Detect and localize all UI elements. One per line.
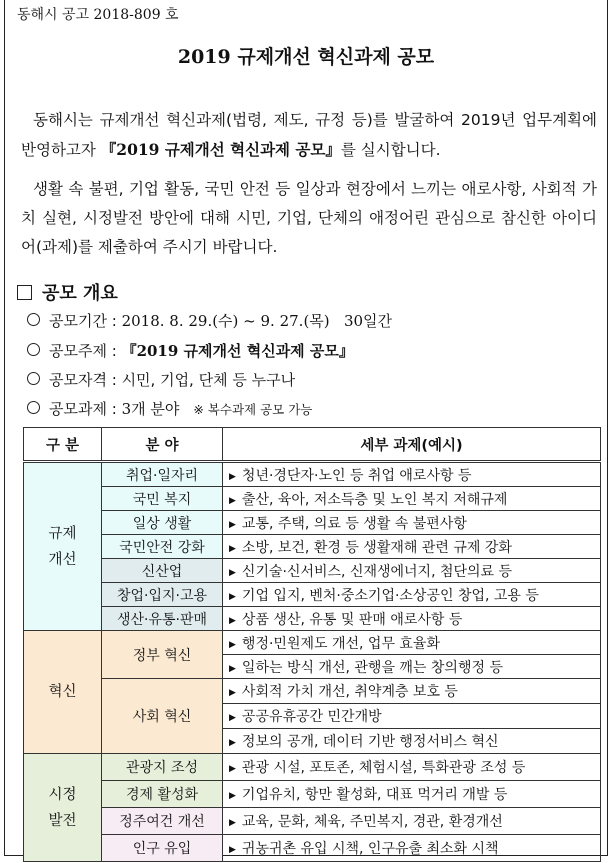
overview-item-eligibility	[27, 369, 295, 390]
detail-cell: ▶ 상품 생산, 유통 및 판매 애로사항 등	[223, 607, 601, 631]
field-cell: 신산업	[102, 559, 223, 583]
table-row	[24, 631, 601, 655]
item-label: 공모자격 :	[49, 371, 122, 389]
item-value: 3개 분야	[121, 400, 180, 418]
field-cell: 정부 혁신	[102, 631, 223, 679]
field-cell: 사회 혁신	[102, 679, 223, 754]
circle-bullet-icon	[27, 401, 40, 414]
section-heading-text: 공모 개요	[42, 283, 118, 304]
category-city-development: 시정 발전	[24, 754, 102, 862]
field-cell: 국민 복지	[102, 487, 223, 511]
triangle-bullet-icon: ▶	[229, 713, 236, 723]
triangle-bullet-icon: ▶	[229, 543, 236, 554]
table-row	[24, 583, 601, 607]
table-row	[24, 808, 601, 835]
item-value: 시민, 기업, 단체 등 누구나	[121, 371, 296, 389]
circle-bullet-icon	[27, 343, 40, 356]
table-row	[24, 559, 601, 583]
triangle-bullet-icon: ▶	[229, 471, 236, 482]
item-note: ※ 복수과제 공모 가능	[193, 402, 313, 417]
table-row	[24, 835, 601, 862]
task-table	[23, 427, 601, 862]
table-header-row	[24, 428, 601, 462]
intro-bold-title: 『2019 규제개선 혁신과제 공모』	[100, 140, 341, 159]
triangle-bullet-icon: ▶	[229, 663, 236, 674]
field-cell: 취업·일자리	[102, 462, 223, 487]
field-cell: 경제 활성화	[102, 781, 223, 808]
intro-text-end: 를 실시합니다.	[340, 141, 441, 159]
field-cell: 생산·유통·판매	[102, 607, 223, 631]
field-cell: 관광지 조성	[102, 754, 223, 781]
title-text: 규제개선 혁신과제 공모	[237, 46, 435, 68]
table-row	[24, 607, 601, 631]
triangle-bullet-icon: ▶	[229, 764, 236, 774]
table-row	[24, 781, 601, 808]
triangle-bullet-icon: ▶	[229, 688, 236, 698]
category-innovation: 혁신	[24, 631, 102, 754]
detail-cell: ▶ 기업유치, 항만 활성화, 대표 먹거리 개발 등	[223, 781, 601, 808]
triangle-bullet-icon: ▶	[229, 591, 236, 602]
triangle-bullet-icon: ▶	[229, 567, 236, 578]
table-row	[24, 679, 601, 704]
detail-cell: ▶ 청년·경단자·노인 등 취업 애로사항 등	[223, 462, 601, 487]
triangle-bullet-icon: ▶	[229, 818, 236, 828]
field-cell: 정주여건 개선	[102, 808, 223, 835]
circle-bullet-icon	[27, 372, 40, 385]
detail-cell: ▶ 일하는 방식 개선, 관행을 깨는 창의행정 등	[223, 655, 601, 679]
table-row	[24, 462, 601, 487]
item-value: 『2019 규제개선 혁신과제 공모』	[121, 342, 354, 360]
detail-cell: ▶ 행정·민원제도 개선, 업무 효율화	[223, 631, 601, 655]
triangle-bullet-icon: ▶	[229, 615, 236, 626]
detail-cell: ▶ 신기술·신서비스, 신재생에너지, 첨단의료 등	[223, 559, 601, 583]
detail-cell: ▶ 정보의 공개, 데이터 기반 행정서비스 혁신	[223, 729, 601, 754]
detail-cell: ▶ 귀농귀촌 유입 시책, 인구유출 최소화 시책	[223, 835, 601, 862]
category-regulation: 규제 개선	[24, 462, 102, 631]
triangle-bullet-icon: ▶	[229, 519, 236, 530]
detail-cell: ▶ 소방, 보건, 환경 등 생활재해 관련 규제 강화	[223, 535, 601, 559]
page-title	[5, 42, 607, 69]
field-cell: 국민안전 강화	[102, 535, 223, 559]
item-label: 공모과제 :	[49, 400, 122, 418]
table-row	[24, 511, 601, 535]
table-row	[24, 487, 601, 511]
item-label: 공모주제 :	[49, 342, 122, 360]
triangle-bullet-icon: ▶	[229, 845, 236, 855]
header-field: 분 야	[102, 428, 223, 462]
section-heading	[17, 279, 118, 305]
item-label: 공모기간 :	[49, 312, 122, 330]
detail-cell: ▶ 관광 시설, 포토존, 체험시설, 특화관광 조성 등	[223, 754, 601, 781]
square-bullet-icon	[17, 285, 32, 300]
triangle-bullet-icon: ▶	[229, 738, 236, 748]
detail-cell: ▶ 공공유휴공간 민간개방	[223, 704, 601, 729]
intro-paragraph-2: 생활 속 불편, 기업 활동, 국민 안전 등 일상과 현장에서 느끼는 애로사항, 사회적 가치 실현, 시정발전 방안에 대해 시민, 기업, 단체의 애정어린 관심으로 참신한 아이디어(과제)를 제출하여 주시기 바랍니다.	[21, 180, 597, 256]
triangle-bullet-icon: ▶	[229, 791, 236, 801]
detail-cell: ▶ 기업 입지, 벤처·중소기업·소상공인 창업, 고용 등	[223, 583, 601, 607]
triangle-bullet-icon: ▶	[229, 495, 236, 506]
intro-text: 동해시는 규제개선 혁신과제(법령, 제도, 규정 등)를 발굴하여 2019년 업무계획에 반영하고자	[21, 111, 597, 159]
table-row	[24, 754, 601, 781]
header-detail: 세부 과제(예시)	[223, 428, 601, 462]
intro-paragraph-1	[21, 106, 597, 165]
circle-bullet-icon	[27, 313, 40, 326]
detail-cell: ▶ 교통, 주택, 의료 등 생활 속 불편사항	[223, 511, 601, 535]
overview-item-tasks	[27, 398, 312, 419]
detail-cell: ▶ 출산, 육아, 저소득층 및 노인 복지 저해규제	[223, 487, 601, 511]
overview-item-period	[27, 310, 392, 331]
detail-cell: ▶ 교육, 문화, 체육, 주민복지, 경관, 환경개선	[223, 808, 601, 835]
field-cell: 인구 유입	[102, 835, 223, 862]
table-row	[24, 535, 601, 559]
field-cell: 일상 생활	[102, 511, 223, 535]
detail-cell: ▶ 사회적 가치 개선, 취약계층 보호 등	[223, 679, 601, 704]
overview-item-theme	[27, 340, 354, 361]
title-year: 2019	[177, 46, 231, 68]
item-value: 2018. 8. 29.(수) ~ 9. 27.(목) 30일간	[121, 312, 393, 330]
triangle-bullet-icon: ▶	[229, 639, 236, 650]
field-cell: 창업·입지·고용	[102, 583, 223, 607]
header-category: 구 분	[24, 428, 102, 462]
notice-number: 동해시 공고 2018-809 호	[17, 7, 179, 23]
